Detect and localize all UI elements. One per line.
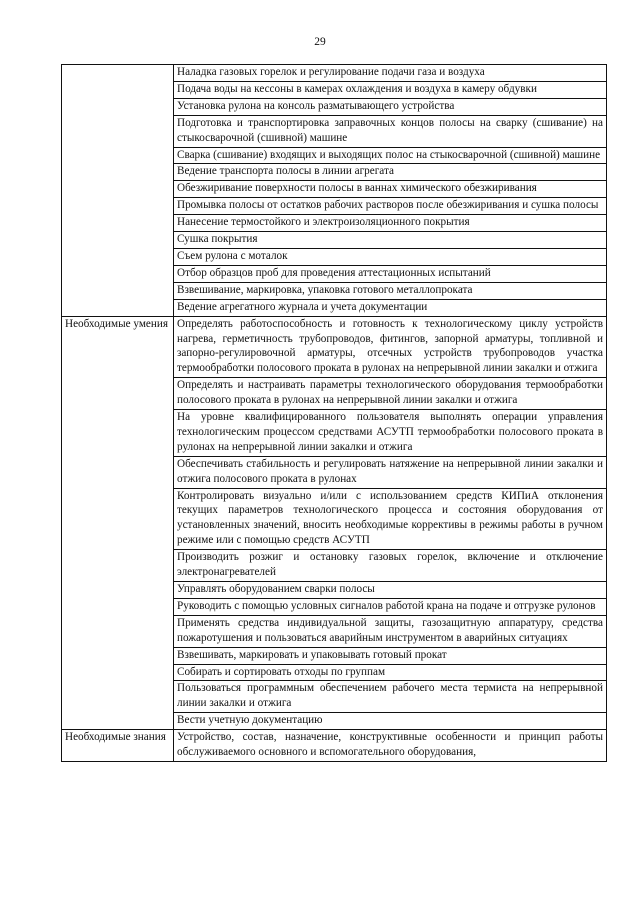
table-row bbox=[62, 730, 607, 762]
table-cell-item: Ведение транспорта полосы в линии агрегата bbox=[174, 164, 607, 181]
table-cell-item: Определять и настраивать параметры технологического оборудования термообработки полосового проката в рулонах на непрерывной линии закалки и отжига bbox=[174, 378, 607, 410]
section-label bbox=[62, 65, 174, 317]
table-body bbox=[62, 65, 607, 762]
section-label: Необходимые умения bbox=[62, 316, 174, 730]
table-cell-item: Нанесение термостойкого и электроизоляционного покрытия bbox=[174, 215, 607, 232]
table-cell-item: Отбор образцов проб для проведения аттестационных испытаний bbox=[174, 265, 607, 282]
table-cell-item: Определять работоспособность и готовность к технологическому циклу устройств нагрева, герметичность трубопроводов, фитингов, запорной арматуры, топливной и запорно-регулировочной арматуры, отсечных устройств трубопроводов участка термообработки полосового проката в рулонах на непрерывной линии закалки и отжига bbox=[174, 316, 607, 378]
table-row bbox=[62, 65, 607, 82]
table-cell-item: Контролировать визуально и/или с использованием средств КИПиА отклонения текущих параметров технологического процесса и состояния оборудования от установленных значений, вносить необходимые коррективы в режимы работы в ручном режиме или с помощью средств АСУТП bbox=[174, 488, 607, 550]
page-number: 29 bbox=[314, 36, 326, 48]
table-cell-item: На уровне квалифицированного пользователя выполнять операции управления технологическим процессом средствами АСУТП термообработки полосового проката в рулонах на непрерывной линии закалки и отжига bbox=[174, 410, 607, 457]
table-cell-item: Применять средства индивидуальной защиты, газозащитную аппаратуру, средства пожаротушения и пользоваться аварийным инструментом в аварийных ситуациях bbox=[174, 615, 607, 647]
table-cell-item: Ведение агрегатного журнала и учета документации bbox=[174, 299, 607, 316]
section-label: Необходимые знания bbox=[62, 730, 174, 762]
table-cell-item: Вести учетную документацию bbox=[174, 713, 607, 730]
table-cell-item: Собирать и сортировать отходы по группам bbox=[174, 664, 607, 681]
table-cell-item: Подготовка и транспортировка заправочных концов полосы на сварку (сшивание) на стыкосварочной (сшивной) машине bbox=[174, 115, 607, 147]
table-cell-item: Съем рулона с моталок bbox=[174, 248, 607, 265]
table-row bbox=[62, 316, 607, 378]
table-cell-item: Взвешивание, маркировка, упаковка готового металлопроката bbox=[174, 282, 607, 299]
table-cell-item: Устройство, состав, назначение, конструктивные особенности и принцип работы обслуживаемого основного и вспомогательного оборудования, bbox=[174, 730, 607, 762]
table-cell-item: Управлять оборудованием сварки полосы bbox=[174, 582, 607, 599]
table-cell-item: Обеспечивать стабильность и регулировать натяжение на непрерывной линии закалки и отжига полосового проката в рулонах bbox=[174, 456, 607, 488]
table-cell-item: Сушка покрытия bbox=[174, 232, 607, 249]
table-cell-item: Промывка полосы от остатков рабочих растворов после обезжиривания и сушка полосы bbox=[174, 198, 607, 215]
table-cell-item: Установка рулона на консоль разматывающего устройства bbox=[174, 98, 607, 115]
table-cell-item: Руководить с помощью условных сигналов работой крана на подаче и отгрузке рулонов bbox=[174, 598, 607, 615]
table-cell-item: Сварка (сшивание) входящих и выходящих полос на стыкосварочной (сшивной) машине bbox=[174, 147, 607, 164]
table-cell-item: Подача воды на кессоны в камерах охлаждения и воздуха в камеру обдувки bbox=[174, 81, 607, 98]
table-cell-item: Пользоваться программным обеспечением рабочего места термиста на непрерывной линии закалки и отжига bbox=[174, 681, 607, 713]
table-cell-item: Взвешивать, маркировать и упаковывать готовый прокат bbox=[174, 647, 607, 664]
table-cell-item: Наладка газовых горелок и регулирование подачи газа и воздуха bbox=[174, 65, 607, 82]
table-cell-item: Производить розжиг и остановку газовых горелок, включение и отключение электронагревателей bbox=[174, 550, 607, 582]
competency-table bbox=[61, 64, 607, 762]
table-cell-item: Обезжиривание поверхности полосы в ваннах химического обезжиривания bbox=[174, 181, 607, 198]
